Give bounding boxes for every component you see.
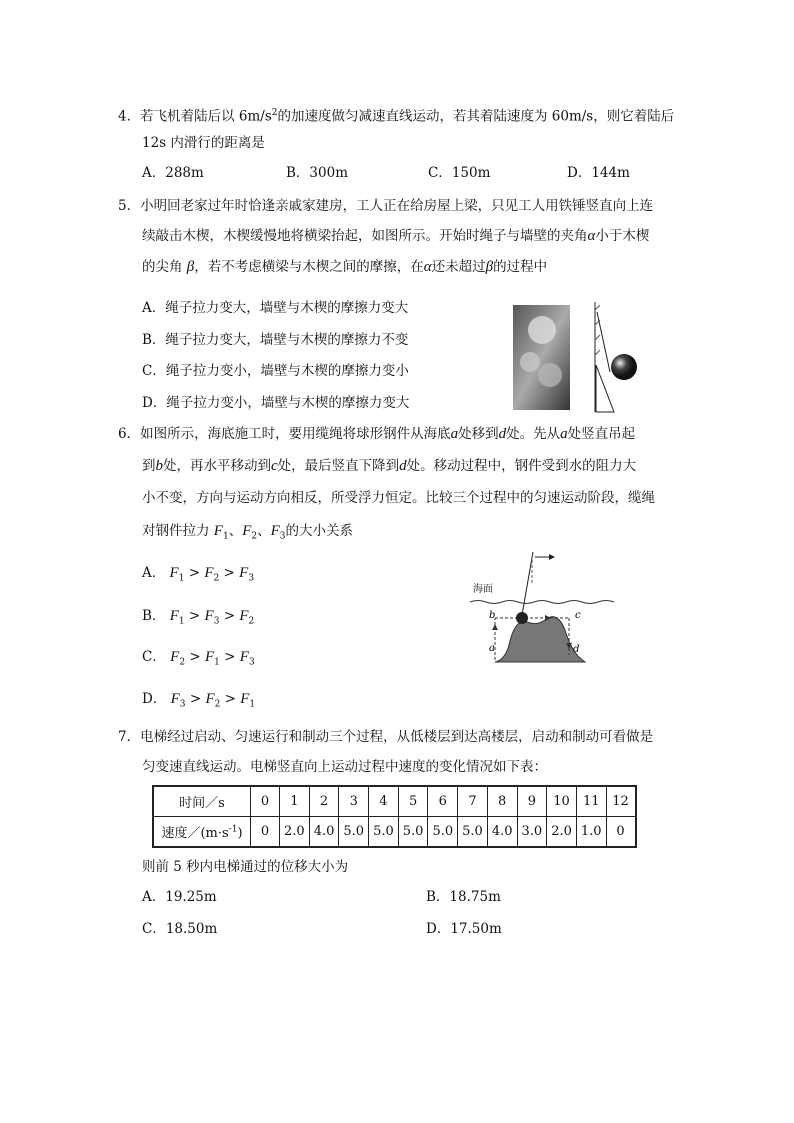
speed-table bbox=[152, 785, 637, 848]
q6-option-b: B． $F_1 > F_3 > F_2$ bbox=[142, 608, 255, 627]
q7-option-b: B．18.75m bbox=[426, 889, 501, 905]
time-cell: 7 bbox=[458, 786, 488, 817]
speed-header: 速度$/(m\cdot s^{-1})$ bbox=[153, 817, 251, 848]
time-cell: 6 bbox=[428, 786, 458, 817]
beam-ball bbox=[611, 354, 637, 380]
speed-cell: 0 bbox=[251, 817, 280, 848]
q7-option-c: C．18.50m bbox=[142, 921, 218, 937]
q5-line2: 续敲击木楔，木楔缓慢地将横梁抬起，如图所示。开始时绳子与墙壁的夹角α小于木楔 bbox=[142, 228, 650, 244]
time-cell: 5 bbox=[398, 786, 428, 817]
speed-cell: 3.0 bbox=[517, 817, 547, 848]
time-cell: 3 bbox=[339, 786, 369, 817]
speed-cell: 0 bbox=[606, 817, 636, 848]
label-a: a bbox=[489, 643, 495, 654]
sea-surface bbox=[470, 601, 614, 604]
q4-option-a: A．288m bbox=[142, 165, 204, 181]
time-header: 时间／s bbox=[153, 786, 251, 817]
time-cell: 9 bbox=[517, 786, 547, 817]
time-cell: 0 bbox=[251, 786, 280, 817]
speed-cell: 5.0 bbox=[458, 817, 488, 848]
time-cell: 4 bbox=[369, 786, 399, 817]
time-cell: 1 bbox=[280, 786, 310, 817]
speed-cell: 5.0 bbox=[398, 817, 428, 848]
q5-figure bbox=[510, 300, 640, 415]
q4-option-c: C．150m bbox=[428, 165, 491, 181]
speed-cell: 1.0 bbox=[576, 817, 606, 848]
speed-cell: 5.0 bbox=[369, 817, 399, 848]
time-cell: 12 bbox=[606, 786, 636, 817]
q6-figure bbox=[465, 550, 625, 670]
time-cell: 8 bbox=[487, 786, 517, 817]
q6-option-d: D． $F_3 > F_2 > F_1$ bbox=[142, 691, 256, 710]
time-cell: 10 bbox=[547, 786, 577, 817]
q5-option-b: B．绳子拉力变大，墙壁与木楔的摩擦力不变 bbox=[142, 332, 409, 348]
seabed-mound bbox=[495, 617, 585, 662]
q4-option-d: D．144m bbox=[567, 165, 630, 181]
q5-line1: 5．小明回老家过年时恰逢亲戚家建房，工人正在给房屋上梁，只见工人用铁锤竖直向上连 bbox=[118, 198, 654, 214]
label-b: b bbox=[489, 610, 496, 621]
speed-cell: 2.0 bbox=[280, 817, 310, 848]
q5-option-a: A．绳子拉力变大，墙壁与木楔的摩擦力变大 bbox=[142, 300, 409, 316]
q6-line1: 6．如图所示，海底施工时，要用缆绳将球形钢件从海底a处移到d处。先从a处竖直吊起 bbox=[118, 426, 636, 442]
q6-line2: 到b处，再水平移动到c处，最后竖直下降到d处。移动过程中，钢件受到水的阻力大 bbox=[142, 458, 637, 474]
q4-line1: 4．若飞机着陆后以 $6m/s^2$的加速度做匀减速直线运动，若其着陆速度为 60m/s，则它着陆后 bbox=[118, 108, 675, 125]
q4-line2: 12s 内滑行的距离是 bbox=[142, 135, 265, 151]
q6-option-c: C． $F_2 > F_1 > F_3$ bbox=[142, 649, 255, 668]
q6-line3: 小不变，方向与运动方向相反，所受浮力恒定。比较三个过程中的匀速运动阶段，缆绳 bbox=[142, 490, 655, 506]
q7-option-d: D．17.50m bbox=[426, 921, 502, 937]
q6-line4: 对钢件拉力 $F_1$、$F_2$、$F_3$的大小关系 bbox=[142, 523, 354, 542]
time-cell: 2 bbox=[309, 786, 339, 817]
speed-cell: 5.0 bbox=[339, 817, 369, 848]
speed-cell: 5.0 bbox=[428, 817, 458, 848]
q7-question: 则前 5 秒内电梯通过的位移大小为 bbox=[142, 859, 349, 875]
label-d: d bbox=[573, 644, 580, 655]
speed-row bbox=[153, 817, 636, 848]
q4-option-b: B．300m bbox=[286, 165, 348, 181]
label-c: c bbox=[575, 610, 581, 621]
q5-option-c: C．绳子拉力变小，墙壁与木楔的摩擦力变小 bbox=[142, 363, 409, 379]
time-cell: 11 bbox=[576, 786, 606, 817]
q7-option-a: A．19.25m bbox=[142, 889, 217, 905]
q7-line2: 匀变速直线运动。电梯竖直向上运动过程中速度的变化情况如下表： bbox=[142, 759, 547, 775]
q5-line3: 的尖角 β，若不考虑横梁与木楔之间的摩擦，在α还未超过β的过程中 bbox=[142, 259, 548, 275]
speed-cell: 4.0 bbox=[309, 817, 339, 848]
time-row bbox=[153, 786, 636, 817]
q6-option-a: A． $F_1 > F_2 > F_3$ bbox=[142, 565, 255, 584]
q7-line1: 7．电梯经过启动、匀速运行和制动三个过程，从低楼层到达高楼层，启动和制动可看做是 bbox=[118, 729, 654, 745]
speed-cell: 2.0 bbox=[547, 817, 577, 848]
speed-cell: 4.0 bbox=[487, 817, 517, 848]
steel-ball bbox=[516, 612, 528, 624]
sea-label: 海面 bbox=[473, 584, 493, 595]
q5-option-d: D．绳子拉力变小，墙壁与木楔的摩擦力变大 bbox=[142, 395, 410, 411]
